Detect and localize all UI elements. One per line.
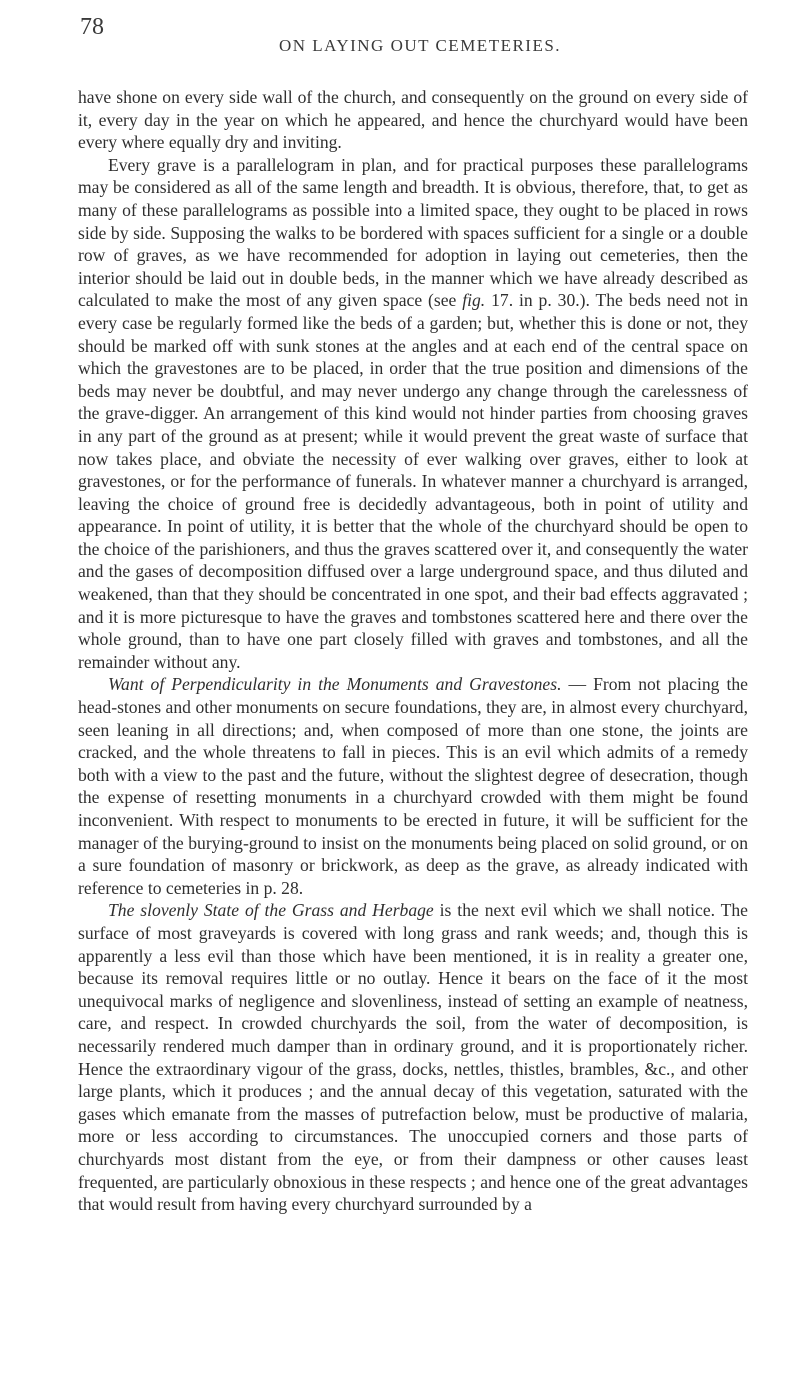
paragraph-grass-herbage bbox=[78, 899, 748, 1215]
paragraph-text: is the next evil which we shall notice. The surface of most graveyards is covered with long grass and rank weeds; and, though this is apparently a less evil than those which have been mentioned, it is in reality a greater one, because its removal requires little or no outlay. Hence it bears on the face of it the most unequivocal marks of negligence and slovenliness, instead of setting an example of neatness, care, and respect. In crowded churchyards the soil, from the water of decomposition, is necessarily rendered much damper than in ordinary ground, and it is proportionately richer. Hence the extraordinary vigour of the grass, docks, nettles, thistles, brambles, &c., and other large plants, which it produces ; and the annual decay of this vegetation, saturated with the gases which emanate from the masses of putrefaction below, must be productive of malaria, more or less according to circumstances. The unoccupied corners and those parts of churchyards most distant from the eye, or from their dampness or other causes least frequented, are particularly obnoxious in these respects ; and hence one of the great advantages that would result from having every churchyard surrounded by a bbox=[78, 900, 748, 1215]
paragraph-text: — From not placing the head-stones and other monuments on secure foundations, they are, in almost every churchyard, seen leaning in all directions; and, when composed of more than one stone, the joints are cracked, and the whole threatens to fall in pieces. This is an evil which admits of a remedy both with a view to the past and the future, without the slightest degree of desecration, though the expense of resetting monuments in a churchyard crowded with them might be found inconvenient. With respect to monuments to be erected in future, it will be sufficient for the manager of the burying-ground to insist on the monuments being placed on solid ground, or on a sure foundation of masonry or brickwork, as deep as the grave, as already indicated with reference to cemeteries in p. 28. bbox=[78, 674, 748, 898]
paragraph-text: Every grave is a parallelogram in plan, and for practical purposes these parallelograms may be considered as all of the same length and breadth. It is obvious, therefore, that, to get as many of these parallelograms as possible into a limited space, they ought to be placed in rows side by side. Supposing the walks to be bordered with spaces sufficient for a single or a double row of graves, as we have recommended for adoption in laying out cemeteries, then the interior should be laid out in double beds, in the manner which we have already described as calculated to make the most of any given space (see bbox=[78, 154, 748, 311]
body-text bbox=[78, 86, 748, 1216]
paragraph-text: 17. in p. 30.). The beds need not in every case be regularly formed like the beds of a garden; but, whether this is done or not, they should be marked off with sunk stones at the angles and at each end of the central space on which the gravestones are to be placed, in order that the true position and dimensions of the beds may never be doubtful, and may never undergo any change through the carelessness of the grave-digger. An arrangement of this kind would not hinder parties from choosing graves in any part of the ground as at present; while it would prevent the great waste of surface that now takes place, and obviate the necessity of ever walking over graves, either to look at gravestones, or for the performance of funerals. In whatever manner a churchyard is arranged, leaving the choice of ground free is decidedly advantageous, both in point of utility and appearance. In point of utility, it is better that the whole of the churchyard should be open to the choice of the parishioners, and thus the graves scattered over it, and consequently the water and the gases of decomposition diffused over a large underground space, and thus diluted and weakened, than that they should be concentrated in one spot, and their bad effects aggravated ; and it is more picturesque to have the graves and tombstones scattered here and there over the whole ground, than to have one part closely filled with graves and tombstones, and all the remainder without any. bbox=[78, 290, 749, 672]
figure-reference: fig. bbox=[462, 290, 486, 311]
running-title: ON LAYING OUT CEMETERIES. bbox=[278, 36, 562, 55]
paragraph-grave-layout bbox=[78, 154, 748, 674]
section-heading: Want of Perpendicularity in the Monuments and Gravestones. bbox=[108, 674, 562, 695]
page-number: 78 bbox=[80, 14, 104, 40]
paragraph-perpendicularity bbox=[78, 673, 748, 899]
paragraph-text: have shone on every side wall of the church, and consequently on the ground on every side of it, every day in the year on which he appeared, and hence the churchyard would have been every where equally dry and inviting. bbox=[78, 87, 748, 153]
paragraph-continued bbox=[78, 86, 748, 154]
section-heading: The slovenly State of the Grass and Herbage bbox=[108, 900, 434, 921]
